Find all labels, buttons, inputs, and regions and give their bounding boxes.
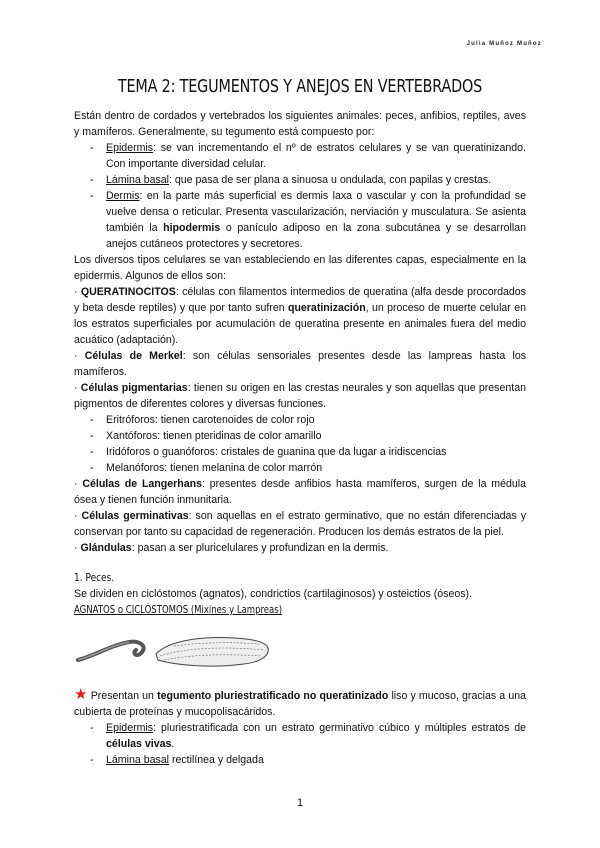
bold-term: Glándulas <box>80 542 132 554</box>
bold-term: Células de Merkel <box>84 350 183 362</box>
list-text: Melanóforos: tienen melanina de color marrón <box>106 462 323 474</box>
list-item: - Melanóforos: tienen melanina de color marrón <box>90 462 323 474</box>
cells-intro: Los diversos tipos celulares se van estableciendo en las diferentes capas, especialmente en la epidermis. Algunos de ellos son: <box>74 254 526 282</box>
list-text: o panículo adiposo en la zona subcutánea y se desarrollan anejos cutáneos protectores y secretores. <box>106 222 526 250</box>
page-title: TEMA 2: TEGUMENTOS Y ANEJOS EN VERTEBRADOS <box>117 77 483 97</box>
bullet: · <box>74 350 78 362</box>
term: Epidermis <box>106 142 154 154</box>
term: Lámina basal <box>106 754 170 766</box>
list-item: - Lámina basal rectilínea y delgada <box>90 754 264 766</box>
merkel-paragraph <box>74 348 526 380</box>
list-text: Eritróforos: tienen carotenoides de color rojo <box>106 414 315 426</box>
list-item: - Epidermis: se van incrementando el nº de estratos celulares y se van queratinizando. Con importante diversidad celular. <box>90 142 526 170</box>
list-item: - Iridóforos o guanóforos: cristales de guanina que da lugar a iridiscencias <box>90 446 447 458</box>
section-heading: 1. Peces. <box>74 572 115 584</box>
list-text: : que pasa de ser plana a sinuosa u ondulada, con papilas y crestas. <box>169 174 492 186</box>
list-item: - Xantóforos: tienen pteridinas de color amarillo <box>90 430 322 442</box>
list-text: : se van incrementando el nº de estratos celulares y se van queratinizando. Con importante diversidad celular. <box>106 142 526 170</box>
paragraph-text: : tienen su origen en las crestas neurales y son aquellas que presentan pigmentos de diferentes colores y diversas funciones. <box>74 382 526 410</box>
bullet: · <box>74 542 78 554</box>
langerhans-paragraph <box>74 476 526 508</box>
pigment-paragraph <box>74 380 526 412</box>
paragraph-text: : presentes desde anfibios hasta mamíferos, surgen de la médula ósea y tienen función inmunitaria. <box>74 478 526 506</box>
page-number: 1 <box>296 797 304 809</box>
bullet: · <box>74 382 78 394</box>
glandulas-paragraph <box>74 540 526 556</box>
list-text: rectilínea y delgada <box>169 754 264 766</box>
section-paragraph: Se dividen en ciclóstomos (agnatos), condrictios (cartilaginosos) y osteictios (óseos). <box>74 588 473 600</box>
feature-paragraph <box>74 688 526 720</box>
list-text: Iridóforos o guanóforos: cristales de guanina que da lugar a iridiscencias <box>106 446 447 458</box>
paragraph-text: : células con filamentos intermedios de queratina (alfa desde procordados y beta desde reptiles) y que por tanto sufren <box>74 286 526 314</box>
list-text: : en la parte más superficial es dermis laxa o vascular y con la profundidad se vuelve densa o reticular. Presenta vascularización, nerviación y musculatura. Se asienta también la <box>106 190 526 234</box>
bullet: · <box>74 510 78 522</box>
bold-term: Células pigmentarias <box>80 382 188 394</box>
paragraph-text: , un proceso de muerte celular en los estratos superficiales por acumulación de queratina presente en animales fuera del medio acuático (adaptación). <box>74 302 526 346</box>
star-icon: ★ <box>74 686 88 703</box>
bold-term: queratinización <box>287 302 366 314</box>
list-item: - Lámina basal: que pasa de ser plana a sinuosa u ondulada, con papilas y crestas. <box>90 174 492 186</box>
paragraph-text: liso y mucoso, gracias a una cubierta de proteínas y mucopolisacáridos. <box>74 690 526 718</box>
paragraph-text: Presentan un <box>87 690 158 702</box>
agnatos-illustration <box>74 626 526 676</box>
hagfish-lamprey-drawing <box>74 626 274 676</box>
lamprey-icon <box>156 638 268 667</box>
term: Lámina basal <box>106 174 170 186</box>
list-text: . <box>171 738 175 750</box>
paragraph-text: : son células sensoriales presentes desde las lampreas hasta los mamíferos. <box>74 350 527 378</box>
subsection-heading: AGNATOS o CICLÓSTOMOS (Mixines y Lampreas) <box>74 604 283 616</box>
queratinocitos-paragraph <box>74 284 526 348</box>
paragraph-text: : pasan a ser pluricelulares y profundizan en la dermis. <box>131 542 389 554</box>
bold-term: Células de Langerhans <box>82 478 202 490</box>
hagfish-highlight <box>78 642 129 660</box>
author-name: Julia Muñoz Muñoz <box>466 41 542 47</box>
bullet: · <box>74 478 78 490</box>
term: Dermis <box>106 190 140 202</box>
intro-paragraph: Están dentro de cordados y vertebrados los siguientes animales: peces, anfibios, reptiles, aves y mamíferos. Generalmente, su tegumento está compuesto por: <box>74 110 526 138</box>
bullet: · <box>74 286 78 298</box>
document-body <box>74 108 526 768</box>
germinativas-paragraph <box>74 508 526 540</box>
list-item: - Eritróforos: tienen carotenoides de color rojo <box>90 414 315 426</box>
term: Epidermis <box>106 722 154 734</box>
bold-term: tegumento pluriestratificado no queratinizado <box>157 690 389 702</box>
paragraph-text: : son aquellas en el estrato germinativo, que no están diferenciadas y conservan por tanto su capacidad de regeneración. Producen los demás estratos de la piel. <box>74 510 527 538</box>
list-text: : pluriestratificada con un estrato germinativo cúbico y múltiples estratos de <box>153 722 526 734</box>
list-item: - Dermis: en la parte más superficial es dermis laxa o vascular y con la profundidad se vuelve densa o reticular. Presenta vascularización, nerviación y musculatura. Se asienta también la hipodermis o panículo adiposo en la zona subcutánea y se desarrollan anejos cutáneos protectores y secretores. <box>90 190 526 250</box>
bold-term: células vivas <box>106 738 172 750</box>
bold-term: QUERATINOCITOS <box>80 286 176 298</box>
list-text: Xantóforos: tienen pteridinas de color amarillo <box>106 430 322 442</box>
bold-term: Células germinativas <box>81 510 189 522</box>
list-item: - Epidermis: pluriestratificada con un estrato germinativo cúbico y múltiples estratos de células vivas. <box>90 722 526 750</box>
bold-term: hipodermis <box>163 222 221 234</box>
